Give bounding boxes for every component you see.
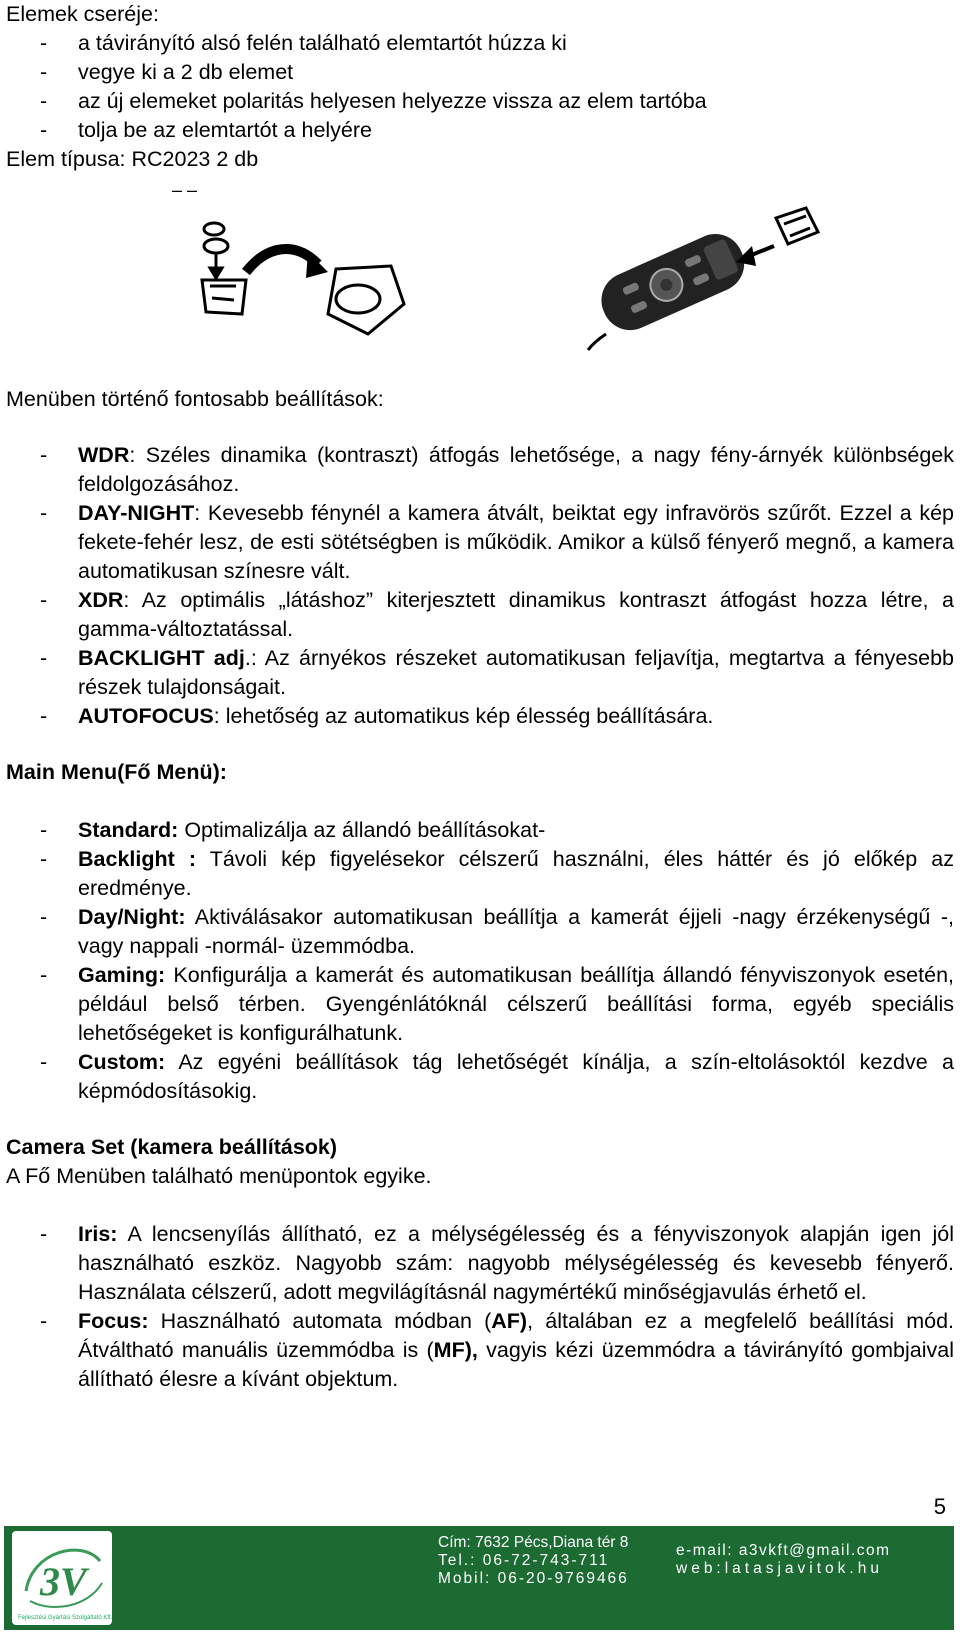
- list-item: - vegye ki a 2 db elemet: [40, 60, 294, 84]
- document-body: [6, 0, 954, 1394]
- footer-phone: Tel.: 06-72-743-711: [438, 1552, 610, 1569]
- page-number: 5: [933, 1494, 946, 1519]
- footer-mobile: Mobil: 06-20-9769466: [438, 1570, 629, 1587]
- camera-set-list: [6, 1220, 954, 1394]
- logo-icon: [12, 1531, 112, 1625]
- menu-settings-list: [6, 441, 954, 731]
- list-item: - BACKLIGHT adj.: Az árnyékos részeket automatikusan feljavítja, megtartva a fényesebb részek tulajdonságait.: [40, 646, 954, 699]
- list-item: - az új elemeket polaritás helyesen helyezze vissza az elem tartóba: [40, 89, 707, 113]
- list-item: - Iris: A lencsenyílás állítható, ez a mélységélesség és a fényviszonyok alapján igen jól használható eszköz. Nagyobb szám: nagyobb mélységélesség és kevesebb fényerő. Használata célszerű, adott megvilágításnál nagymértékű minőségjavulás érhető el.: [40, 1222, 954, 1304]
- list-item: - XDR: Az optimális „látáshoz” kiterjesztett dinamikus kontraszt átfogást hozza létre, a gamma-változtatással.: [40, 588, 954, 641]
- logo-mark: 3V: [40, 1559, 87, 1604]
- battery-illustration: [6, 174, 954, 384]
- menu-settings-heading: Menüben történő fontosabb beállítások:: [6, 387, 384, 411]
- list-item: - Day/Night: Aktiválásakor automatikusan beállítja a kamerát éjjeli -nagy érzékenységű -, vagy nappali -normál- üzemmódba.: [40, 905, 954, 958]
- logo-caption: Fejlesztési Gyártási Szolgáltató Kft.: [18, 1615, 113, 1621]
- footer: [4, 1526, 954, 1630]
- list-item: - WDR: Széles dinamika (kontraszt) átfogás lehetősége, a nagy fény-árnyék különbségek feldolgozásához.: [40, 443, 954, 496]
- list-item: - Focus: Használható automata módban (AF), általában ez a megfelelő beállítási mód. Átváltható manuális üzemmódba is (MF), vagyis kézi üzemmódra a távirányító gombjaival állítható élesre a kívánt objektum.: [40, 1309, 955, 1391]
- illustration-marks: – –: [172, 180, 198, 200]
- list-item: - Backlight : Távoli kép figyelésekor célszerű használni, éles háttér és jó előkép az eredménye.: [40, 847, 954, 900]
- list-item: - a távirányító alsó felén található elemtartót húzza ki: [40, 31, 567, 55]
- remote-battery-icon: [6, 174, 954, 384]
- footer-web[interactable]: web:latasjavitok.hu: [676, 1560, 883, 1577]
- main-menu-heading: Main Menu(Fő Menü):: [6, 760, 227, 784]
- footer-address: Cím: 7632 Pécs,Diana tér 8: [438, 1534, 629, 1551]
- list-item: - Gaming: Konfigurálja a kamerát és automatikusan beállítja állandó fényviszonyok esetén, például belső térben. Gyengénlátóknál célszerű beállítási forma, egyéb speciális lehetőségeket is konfigurálhatunk.: [40, 963, 954, 1045]
- battery-steps: [6, 29, 954, 145]
- camera-set-intro: A Fő Menüben található menüpontok egyike.: [6, 1164, 432, 1188]
- list-item: - DAY-NIGHT: Kevesebb fénynél a kamera átvált, beiktat egy infravörös szűrőt. Ezzel a kép fekete-fehér lesz, de esti sötétségben is működik. Amikor a külső fényerő megnő, a kamera automatikusan színesre vált.: [40, 501, 954, 583]
- list-item: - Standard: Optimalizálja az állandó beállításokat-: [40, 818, 546, 842]
- company-logo: [12, 1531, 112, 1625]
- list-item: - tolja be az elemtartót a helyére: [40, 118, 372, 142]
- list-item: - AUTOFOCUS: lehetőség az automatikus kép élesség beállítására.: [40, 704, 714, 728]
- battery-heading: Elemek cseréje:: [6, 2, 159, 26]
- footer-contact: [438, 1534, 629, 1588]
- footer-online: [676, 1542, 891, 1578]
- main-menu-list: [6, 816, 954, 1106]
- footer-email[interactable]: e-mail: a3vkft@gmail.com: [676, 1542, 891, 1559]
- list-item: - Custom: Az egyéni beállítások tág lehetőségét kínálja, a szín-eltolásoktól kezdve a képmódosításokig.: [40, 1050, 954, 1103]
- camera-set-heading: Camera Set (kamera beállítások): [6, 1135, 338, 1159]
- battery-type: Elem típusa: RC2023 2 db: [6, 147, 259, 171]
